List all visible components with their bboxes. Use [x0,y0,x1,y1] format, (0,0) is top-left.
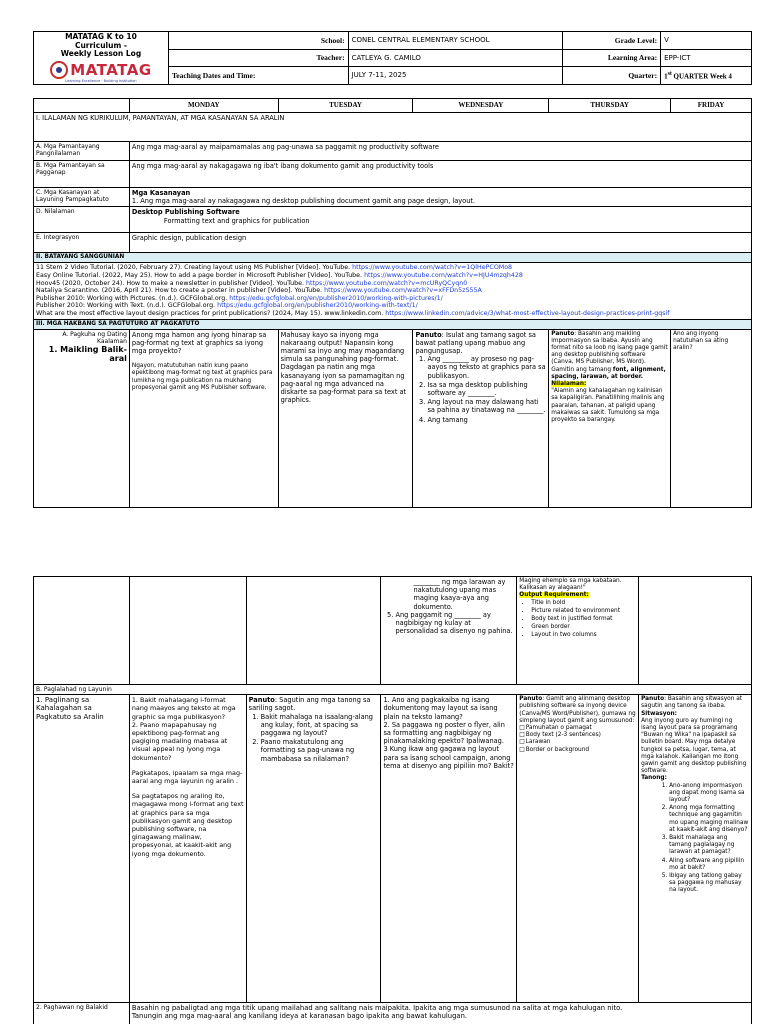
reference-item: Hoov45 (2020, October 24). How to make a newsletter in publisher [Video]. YouTube. https://www.youtube.com/watch?v=mcURyQCyqn0 [36,279,468,287]
reference-link[interactable]: https://edu.gcfglobal.org/en/publisher2010/working-with-text/1/ [217,302,418,310]
label-pamantayang-pangnilalaman: A. Mga Pamantayang Pangnilalaman [34,142,130,161]
reference-item: Nataliya Scarantino. (2016, April 21). How to create a poster in publisher [Video]. YouTube. https://www.youtube.com/watch?v=xFFDn5zS55A [36,287,482,295]
tuesday-balik-aral: Mahusay kayo sa inyong mga nakaraang output! Napansin kong marami sa inyo ang may magandang simula sa pangunahing pag-format. Dagdagan pa natin ang mga kasanayang iyon sa pamamagitan ng pag-aaral ng mga advanced na diskarte sa pag-format para sa text at graphics. [278,329,413,507]
reference-link[interactable]: https://www.youtube.com/watch?v=mcURyQCyqn0 [306,279,468,287]
matatag-logo: MATATAG K to 10 Curriculum - Weekly Lesson Log MATATAG Learning Excellence · Building Institution [34,32,169,85]
wed-item-4: 4. Ang tamang [427,416,546,424]
tuesday-paglinang: Panuto: Sagutin ang mga tanong sa sariling sagot. 1. Bakit mahalaga na isaalang-alang ang kulay, font, at spacing sa paggawa ng layout? 2. Paano makatutulong ang formatting sa pag-unawa ng mambabasa sa nilalaman? [246,695,381,1003]
label-integrasyon: E. Integrasyon [34,233,130,253]
label-kasanayan: C. Mga Kasanayan at Layuning Pampagkatuto [34,188,130,207]
wed-item-3: 3. Ang layout na may dalawang hati sa pahina ay tinatawag na ________. [427,398,546,414]
checkbox-item: □ Border or background [519,747,636,754]
label-pamantayan-pagganap: B. Mga Pamantayan sa Pagganap [34,161,130,188]
text-nilalaman: Desktop Publishing Software Formatting text and graphics for publication [129,207,751,233]
day-tuesday: TUESDAY [278,99,413,113]
reference-link[interactable]: https://www.linkedin.com/advice/3/what-most-effective-layout-design-practices-print-gqsif [385,309,670,317]
text-integrasyon: Graphic design, publication design [129,233,751,253]
thursday-continued: Maging ehemplo sa mga kabataan. Kalikasan ay alagaan!" Output Requirement: • Title in bold • Picture related to environment • Body text in justified format • Green border • Layout in two columns [517,577,639,685]
dates-label: Teaching Dates and Time: [168,67,348,85]
section-paglalahad: B. Paglalahad ng Layunin [34,685,752,695]
reference-link[interactable]: https://www.youtube.com/watch?v=1QlHePCOMo8 [352,264,513,272]
output-requirement-highlight: Output Requirement: [519,592,589,599]
reference-item: Easy Online Tutorial. (2022, May 25). How to add a page border in Microsoft Publisher [Video]. YouTube. https://www.youtube.com/watch?v=HJU4mzqh428 [36,272,523,279]
area-label: Learning Area: [563,49,661,67]
wed-item-2: 2. Isa sa mga desktop publishing software ay ________. [427,381,546,397]
nilalaman-highlight: Nilalaman: [551,380,587,387]
school-value: CONEL CENTRAL ELEMENTARY SCHOOL [348,32,563,50]
label-paglinang: 1. Paglinang sa Kahalagahan sa Pagkatuto sa Aralin [34,695,130,1003]
quarter-label: Quarter: [563,67,661,85]
reference-link[interactable]: https://www.youtube.com/watch?v=xFFDn5zS55A [324,287,482,295]
reference-link[interactable]: https://edu.gcfglobal.org/en/publisher2010/working-with-pictures/1/ [229,294,443,302]
teacher-label: Teacher: [168,49,348,67]
day-header-row [34,99,752,113]
references-cell [34,263,752,319]
label-balik-aral: A. Pagkuha ng Dating Kaalaman 1. Maikling Balik-aral [34,329,130,507]
grade-label: Grade Level: [563,32,661,50]
monday-balik-aral: Anong mga hamon ang iyong hinarap sa pag-format ng text at graphics sa iyong mga proyekto? Ngayon, matututuhan natin kung paano epektibong mag-format ng text at graphics para lumikha ng mga publication na mukhang propesyonal gamit ang MS Publisher software. [129,329,278,507]
logo-word: MATATAG [70,60,152,79]
reference-link[interactable]: https://www.youtube.com/watch?v=HJU4mzqh428 [364,272,523,279]
checkbox-item: □ Pamuhatan o pamagat [519,725,636,732]
section-batayang-sanggunian: II. BATAYANG SANGGUNIAN [34,253,752,263]
text-paghawan: Basahin ng pabaligtad ang mga titik upang mailahad ang salitang nais maipakita. Ipakita ang mga sumusunod na salita at mga kahulugan nito. Tanungin ang mga mag-aaral ang kanilang ideya at karanasan bago ipakita ang bawat kahulugan. [129,1003,751,1024]
day-friday: FRIDAY [671,99,752,113]
checkbox-item: □ Larawan [519,739,636,746]
section-curriculum: I. ILALAMAN NG KURIKULUM, PAMANTAYAN, AT MGA KASANAYAN SA ARALIN [34,113,752,142]
reference-item: 11 Stem 2 Video Tutorial. (2020, February 27). Creating layout using MS Publisher [Video]. YouTube. https://www.youtube.com/watch?v=1QlHePCOMo8 [36,264,513,272]
dates-value: JULY 7-11, 2025 [348,67,563,85]
reference-item: Publisher 2010: Working with Text. (n.d.). GCFGlobal.org. https://edu.gcfglobal.org/en/publisher2010/working-with-text/1/ [36,302,418,310]
area-value: EPP-ICT [661,49,752,67]
header-table [33,31,752,85]
deped-seal-icon [50,61,68,79]
grade-value: V [661,32,752,50]
wednesday-paglinang: 1. Ano ang pagkakaiba ng isang dokumentong may layout sa isang plain na teksto lamang? 2. Sa paggawa ng poster o flyer, alin sa formatting ang nagbibigay ng pinakamalaking epekto? Ipaliwanag. 3 Kung ikaw ang gagawa ng layout para sa isang school campaign, anong tema at disenyo ang pipiliin mo? Bakit? [381,695,517,1003]
lesson-table-page1 [33,98,752,508]
school-label: School: [168,32,348,50]
reference-item: What are the most effective layout design practices for print publications? (2024, May 15). www.linkedin.com. https://www.linkedin.com/advice/3/what-most-effective-layout-design-practices-print-gqsif [36,309,670,317]
wednesday-continued: ________ ng mga larawan ay nakatutulong upang mas maging kaaya-aya ang dokumento. 5. Ang paggamit ng ________ ay nagbibigay ng kulay at personalidad sa disenyo ng pahina. [381,577,517,685]
friday-balik-aral: Ano ang inyong natutuhan sa ating aralin? [671,329,752,507]
teacher-value: CATLEYA G. CAMILO [348,49,563,67]
label-nilalaman: D. Nilalaman [34,207,130,233]
reference-item: Publisher 2010: Working with Pictures. (n.d.). GCFGlobal.org. https://edu.gcfglobal.org/en/publisher2010/working-with-pictures/1/ [36,294,443,302]
checkbox-item: □ Body text (2-3 sentences) [519,732,636,739]
quarter-value: 1st QUARTER Week 4 [661,67,752,85]
section-hakbang: III. MGA HAKBANG SA PAGTUTURO AT PAGKATUTO [34,319,752,329]
thursday-paglinang: Panuto: Gamit ang alinmang desktop publishing software sa inyong device (Canva/MS Word/Publisher), gumawa ng simpleng layout gamit ang sumusunod: □ Pamuhatan o pamagat □ Body text (2-3 sentences) □ Larawan □ Border or background [517,695,639,1003]
day-wednesday: WEDNESDAY [413,99,549,113]
friday-paglinang: Panuto: Basahin ang sitwasyon at sagutin ang tanong sa ibaba. Sitwasyon: Ang inyong guro ay humingi ng isang layout para sa programang "Buwan ng Wika" na ipapaskil sa bulletin board. May mga detalye tungkol sa petsa, lugar, tema, at mga kalahok. Kailangan mo itong gawin gamit ang desktop publishing software. Tanong: 1. Ano-anong impormasyon ang dapat mong isama sa layout? 2. Anong mga formatting technique ang gagamitin mo upang maging malinaw at kaakit-akit ang disenyo? 3. Bakit mahalaga ang tamang paglalagay ng larawan at pamagat? 4. Aling software ang pipiliin mo at bakit? 5. Ibigay ang tatlong gabay sa paggawa ng mahusay na layout. [639,695,752,1003]
text-kasanayan: Mga Kasanayan 1. Ang mga mag-aaral ay nakagagawa ng desktop publishing document gamit ang page design, layout. [129,188,751,207]
monday-paglinang: 1. Bakit mahalagang i-format nang maayos ang teksto at mga graphic sa mga publikasyon? 2. Paano mapapahusay ng epektibong pag-format ang pagiging madaling mabasa at visual appeal ng iyong mga dokumento? Pagkatapos, ipaalam sa mga mag-aaral ang mga layunin ng aralin . Sa pagtatapos ng araling ito, magagawa mong i-format ang text at graphics para sa mga publikasyon gamit ang desktop publishing software, na ginagawang malinaw, propesyonal, at kaakit-akit ang iyong mga dokumento. [129,695,246,1003]
references-list [36,264,749,317]
thursday-balik-aral: Panuto: Basahin ang maikling impormasyon sa ibaba. Ayusin ang format nito sa loob ng isang page gamit ang desktop publishing software (Canva, MS Publisher, MS Word). Gamitin ang tamang font, alignment, spacing, larawan, at border. Nilalaman: "Alamin ang kahalagahan ng kalinisan sa kapaligiran. Panatilihing malinis ang paaralan, tahanan, at paligid upang makaiwas sa sakit. Tumulong sa mga proyekto sa barangay. [549,329,671,507]
text-pamantayang-pangnilalaman: Ang mga mag-aaral ay maipamamalas ang pag-unawa sa paggamit ng productivity software [129,142,751,161]
label-paghawan: 2. Paghawan ng Balakid [34,1003,130,1024]
lesson-table-page2 [33,576,752,1024]
wed-item-1: 1. Ang ________ ay proseso ng pag-aayos ng teksto at graphics para sa publikasyon. [427,355,546,380]
wednesday-balik-aral: Panuto: Isulat ang tamang sagot sa bawat patlang upang mabuo ang pangungusap. 1. Ang ________ ay proseso ng pag-aayos ng teksto at graphics para sa publikasyon. 2. Isa sa mga desktop publishing software ay ________. 3. Ang layout na may dalawang hati sa pahina ay tinatawag na ________. 4. Ang tamang [413,329,549,507]
day-monday: MONDAY [129,99,278,113]
wed-item-5: 5. Ang paggamit ng ________ ay nagbibigay ng kulay at personalidad sa disenyo ng pahina. [395,611,514,636]
day-thursday: THURSDAY [549,99,671,113]
text-pamantayan-pagganap: Ang mga mag-aaral ay nakagagawa ng iba't ibang dokumento gamit ang productivity tools [129,161,751,188]
